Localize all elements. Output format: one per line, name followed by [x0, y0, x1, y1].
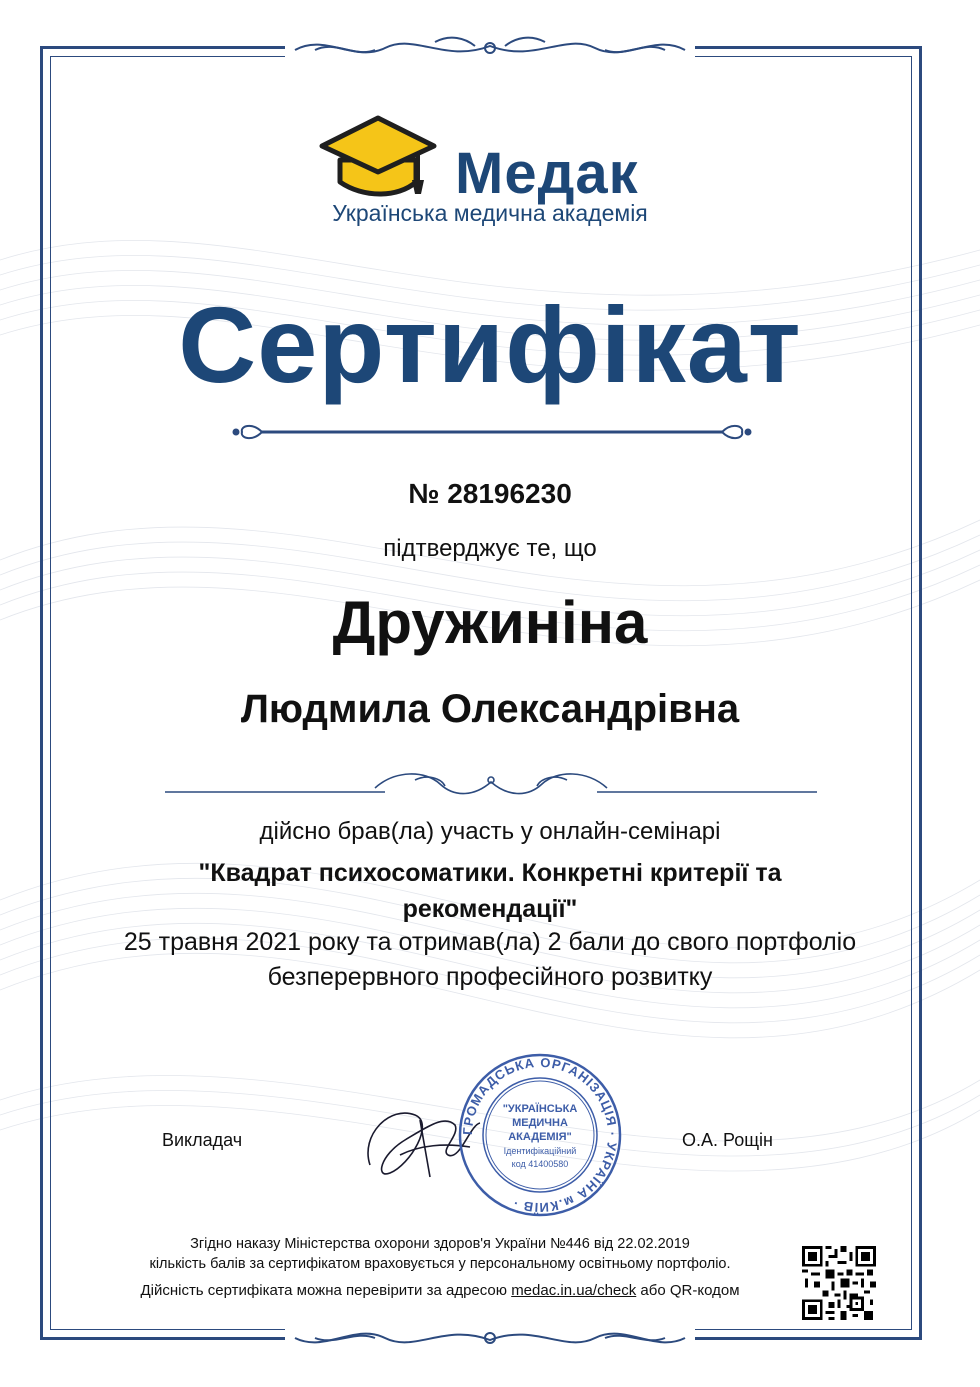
seal-outer-text: ГРОМАДСЬКА ОРГАНІЗАЦІЯ · УКРАЇНА м.КИЇВ ·: [459, 1054, 621, 1216]
footer-verify-suffix: або QR-кодом: [636, 1282, 740, 1299]
recipient-given-names: Людмила Олександрівна: [240, 687, 740, 731]
top-flourish-ornament: [285, 28, 695, 68]
verify-link[interactable]: medac.in.ua/check: [511, 1282, 637, 1299]
seal-line-3: АКАДЕМІЯ": [508, 1131, 572, 1143]
certificate-number: № 28196230: [408, 478, 572, 509]
recipient-surname: Дружиніна: [332, 589, 648, 656]
title-divider-ornament: [232, 420, 752, 444]
signer-name: О.А. Рощін: [682, 1130, 773, 1150]
footer-points-line: кількість балів за сертифікатом враховується у персональному освітньому портфоліо.: [149, 1256, 731, 1272]
footer-order-line: Згідно наказу Міністерства охорони здоров'я України №446 від 22.02.2019: [190, 1236, 690, 1252]
mid-divider-ornament: [165, 766, 817, 806]
brand-name: Медак: [455, 141, 639, 206]
footer-verify-line: [60, 1282, 820, 1299]
result-text: 25 травня 2021 року та отримав(ла) 2 бали до свого портфоліо безперервного професійного розвитку: [123, 928, 857, 991]
course-title: "Квадрат психосоматики. Конкретні критерії та рекомендації": [198, 859, 782, 923]
certificate-title: Сертифікат: [178, 284, 802, 405]
confirm-text: підтверджує те, що: [383, 535, 597, 562]
seal-line-1: "УКРАЇНСЬКА: [502, 1103, 578, 1115]
participation-text: дійсно брав(ла) участь у онлайн-семінарі: [259, 818, 721, 845]
bottom-flourish-ornament: [285, 1318, 695, 1358]
organization-seal-stamp: [455, 1050, 625, 1220]
seal-line-2: МЕДИЧНА: [512, 1117, 568, 1129]
seal-line-4: Ідентифікаційний: [503, 1146, 577, 1156]
qr-code[interactable]: [802, 1246, 876, 1320]
seal-line-5: код 41400580: [511, 1159, 569, 1169]
graduation-cap-logo-icon: [318, 110, 438, 202]
footer-verify-prefix: Дійсність сертифіката можна перевірити за адресою: [140, 1282, 512, 1299]
brand-subtitle: Українська медична академія: [332, 200, 648, 226]
teacher-label: Викладач: [162, 1130, 243, 1150]
